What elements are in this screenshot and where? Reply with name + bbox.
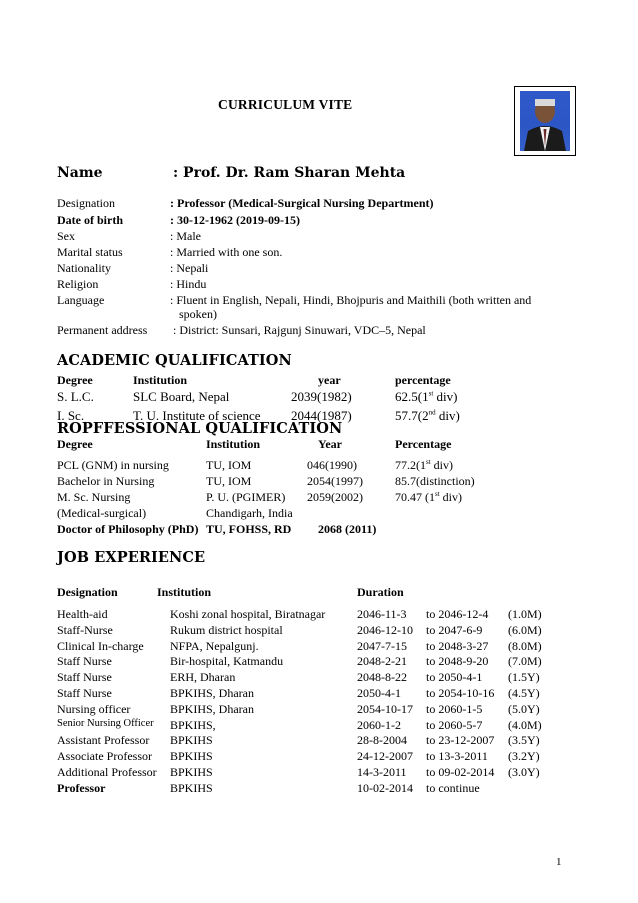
job-institution: BPKIHS — [170, 733, 213, 747]
professional-header-year: Year — [318, 437, 342, 451]
sex-label: Sex — [57, 229, 75, 243]
address-label: Permanent address — [57, 323, 148, 337]
academic-degree: S. L.C. — [57, 389, 94, 404]
job-institution: NFPA, Nepalgunj. — [170, 639, 259, 653]
academic-header-year: year — [318, 373, 341, 387]
job-designation: Assistant Professor — [57, 733, 150, 747]
page-title: CURRICULUM VITE — [218, 97, 353, 112]
language-value-continuation: spoken) — [179, 307, 217, 321]
job-to-date: to 2046-12-4 — [426, 607, 489, 621]
address-value: : District: Sunsari, Rajgunj Sinuwari, VDC–5, Nepal — [173, 323, 426, 337]
profile-photo-frame — [514, 86, 576, 156]
language-value: : Fluent in English, Nepali, Hindi, Bhojpuris and Maithili (both written and — [170, 293, 532, 307]
language-label: Language — [57, 293, 105, 307]
job-to-date: to continue — [426, 781, 480, 795]
professional-institution: TU, FOHSS, RD — [206, 522, 292, 536]
nationality-value: : Nepali — [170, 261, 209, 275]
professional-degree: Doctor of Philosophy (PhD) — [57, 522, 199, 536]
job-designation: Staff Nurse — [57, 654, 112, 668]
academic-institution: SLC Board, Nepal — [133, 389, 230, 404]
job-from-date: 2048-8-22 — [357, 670, 407, 684]
job-duration: (1.5Y) — [508, 670, 540, 684]
job-institution: ERH, Dharan — [170, 670, 236, 684]
job-institution: Rukum district hospital — [170, 623, 283, 637]
job-duration: (8.0M) — [508, 639, 542, 653]
professional-institution: P. U. (PGIMER) — [206, 490, 286, 504]
job-designation: Associate Professor — [57, 749, 152, 763]
job-from-date: 2047-7-15 — [357, 639, 407, 653]
person-photo-icon — [520, 91, 570, 151]
professional-year: 2054(1997) — [307, 474, 363, 488]
professional-year: 2059(2002) — [307, 490, 363, 504]
job-to-date: to 2060-1-5 — [426, 702, 483, 716]
job-institution: BPKIHS — [170, 749, 213, 763]
job-to-date: to 2048-3-27 — [426, 639, 489, 653]
job-heading: JOB EXPERIENCE — [57, 549, 206, 566]
job-institution: BPKIHS, Dharan — [170, 702, 254, 716]
professional-header-institution: Institution — [206, 437, 261, 451]
job-duration: (3.2Y) — [508, 749, 540, 763]
name-value: : Prof. Dr. Ram Sharan Mehta — [173, 165, 406, 181]
job-institution: BPKIHS, — [170, 718, 216, 732]
academic-header-percentage: percentage — [395, 373, 451, 387]
professional-year: 2068 (2011) — [318, 522, 377, 536]
job-from-date: 10-02-2014 — [357, 781, 413, 795]
dob-label: Date of birth — [57, 213, 123, 227]
job-header-institution: Institution — [157, 585, 212, 599]
professional-percentage: 77.2(1st div) — [395, 458, 454, 472]
professional-institution: TU, IOM — [206, 458, 252, 472]
marital-status-label: Marital status — [57, 245, 123, 259]
professional-degree: M. Sc. Nursing — [57, 490, 131, 504]
academic-percentage: 62.5(1st div) — [395, 389, 458, 404]
name-label: Name — [57, 165, 103, 181]
job-institution: BPKIHS — [170, 765, 213, 779]
academic-header-institution: Institution — [133, 373, 188, 387]
professional-degree: PCL (GNM) in nursing — [57, 458, 169, 472]
job-institution: BPKIHS, Dharan — [170, 686, 254, 700]
job-duration: (4.0M) — [508, 718, 542, 732]
dob-value: : 30-12-1962 (2019-09-15) — [170, 213, 300, 227]
professional-percentage: 70.47 (1st div) — [395, 490, 463, 504]
job-duration: (3.0Y) — [508, 765, 540, 779]
job-from-date: 2060-1-2 — [357, 718, 401, 732]
job-header-designation: Designation — [57, 585, 118, 599]
job-designation: Clinical In-charge — [57, 639, 144, 653]
job-designation: Staff-Nurse — [57, 623, 113, 637]
job-from-date: 28-8-2004 — [357, 733, 407, 747]
academic-heading: ACADEMIC QUALIFICATION — [57, 352, 292, 369]
professional-percentage: 85.7(distinction) — [395, 474, 475, 488]
job-designation: Staff Nurse — [57, 686, 112, 700]
academic-header-degree: Degree — [57, 373, 93, 387]
job-institution: Koshi zonal hospital, Biratnagar — [170, 607, 326, 621]
professional-year: 046(1990) — [307, 458, 357, 472]
professional-header-percentage: Percentage — [395, 437, 452, 451]
job-institution: Bir-hospital, Katmandu — [170, 654, 284, 668]
professional-institution: TU, IOM — [206, 474, 252, 488]
religion-label: Religion — [57, 277, 99, 291]
job-header-duration: Duration — [357, 585, 404, 599]
academic-degree: I. Sc. — [57, 408, 85, 423]
job-designation: Nursing officer — [57, 702, 131, 716]
academic-percentage: 57.7(2nd div) — [395, 408, 460, 423]
nationality-label: Nationality — [57, 261, 111, 275]
job-designation: Senior Nursing Officer — [57, 718, 154, 729]
academic-year: 2039(1982) — [291, 389, 352, 404]
job-designation: Additional Professor — [57, 765, 157, 779]
job-from-date: 24-12-2007 — [357, 749, 413, 763]
job-from-date: 2048-2-21 — [357, 654, 407, 668]
designation-value: : Professor (Medical-Surgical Nursing Department) — [170, 196, 434, 210]
job-to-date: to 2054-10-16 — [426, 686, 495, 700]
page-number: 1 — [556, 856, 562, 868]
job-from-date: 2050-4-1 — [357, 686, 401, 700]
professional-header-degree: Degree — [57, 437, 93, 451]
job-to-date: to 23-12-2007 — [426, 733, 495, 747]
professional-degree: Bachelor in Nursing — [57, 474, 155, 488]
job-designation: Staff Nurse — [57, 670, 112, 684]
job-to-date: to 2050-4-1 — [426, 670, 483, 684]
religion-value: : Hindu — [170, 277, 207, 291]
job-from-date: 2046-11-3 — [357, 607, 407, 621]
job-duration: (7.0M) — [508, 654, 542, 668]
job-to-date: to 09-02-2014 — [426, 765, 495, 779]
job-duration: (6.0M) — [508, 623, 542, 637]
sex-value: : Male — [170, 229, 201, 243]
academic-year: 2044(1987) — [291, 408, 352, 423]
job-designation: Professor — [57, 781, 106, 795]
job-duration: (1.0M) — [508, 607, 542, 621]
job-duration: (4.5Y) — [508, 686, 540, 700]
job-duration: (3.5Y) — [508, 733, 540, 747]
marital-status-value: : Married with one son. — [170, 245, 283, 259]
job-institution: BPKIHS — [170, 781, 213, 795]
professional-heading: ROPFFESSIONAL QUALIFICATION — [57, 420, 343, 437]
academic-institution: T. U. Institute of science — [133, 408, 261, 423]
job-to-date: to 2047-6-9 — [426, 623, 483, 637]
job-to-date: to 2060-5-7 — [426, 718, 483, 732]
job-from-date: 14-3-2011 — [357, 765, 407, 779]
job-from-date: 2054-10-17 — [357, 702, 413, 716]
job-to-date: to 13-3-2011 — [426, 749, 488, 763]
job-from-date: 2046-12-10 — [357, 623, 413, 637]
professional-institution: Chandigarh, India — [206, 506, 293, 520]
professional-degree: (Medical-surgical) — [57, 506, 147, 520]
job-duration: (5.0Y) — [508, 702, 540, 716]
job-to-date: to 2048-9-20 — [426, 654, 489, 668]
job-designation: Health-aid — [57, 607, 108, 621]
designation-label: Designation — [57, 196, 115, 210]
